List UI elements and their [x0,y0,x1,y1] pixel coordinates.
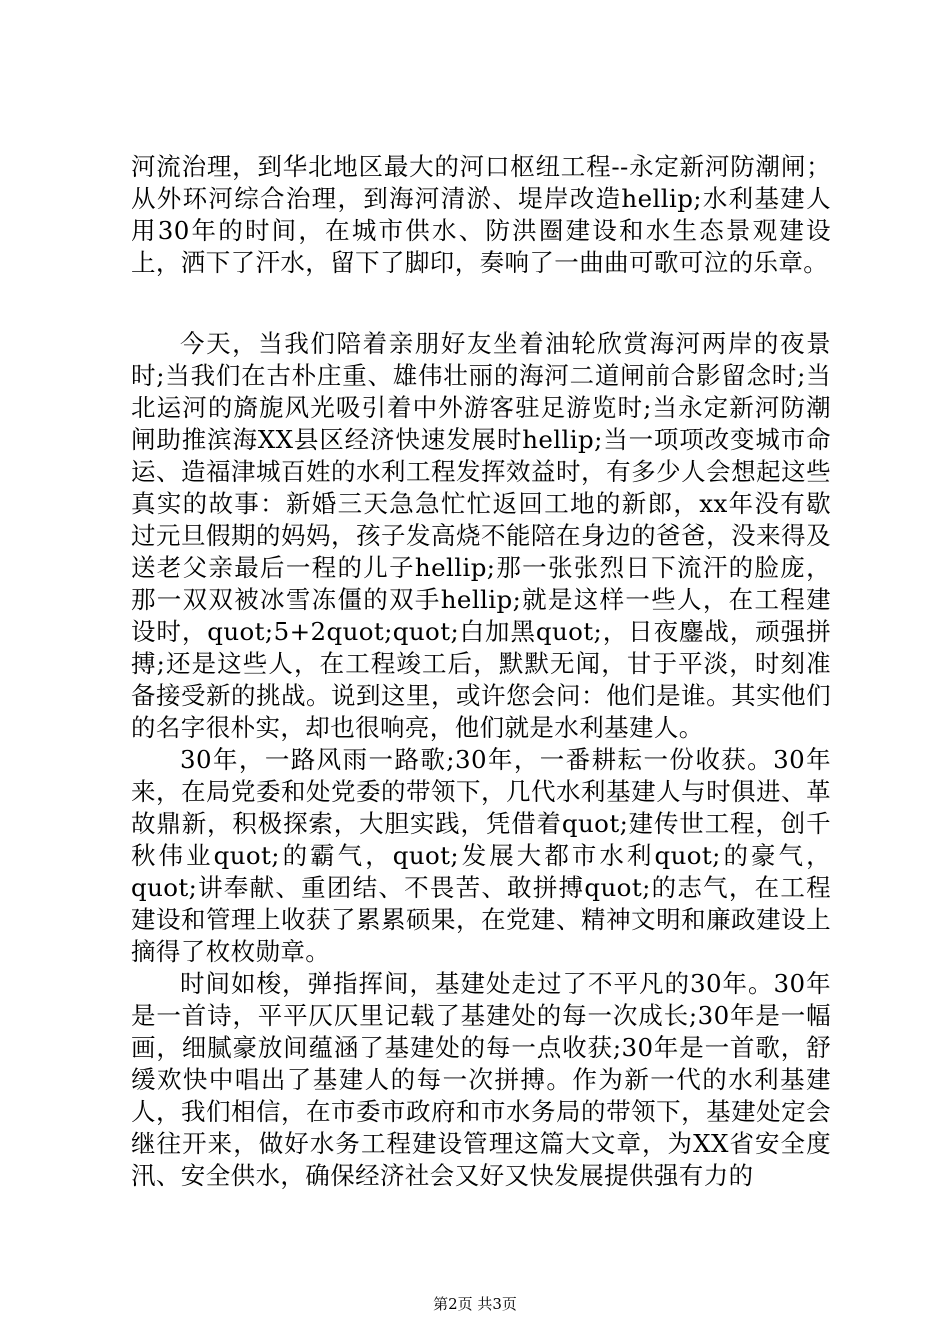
body-text-main [131,328,831,1192]
page-number: 第2页 共3页 [433,1295,517,1313]
paragraph-time-flies: 时间如梭，弹指挥间，基建处走过了不平凡的30年。30年是一首诗，平平仄仄里记载了基建处的每一次成长;30年是一幅画，细腻豪放间蕴涵了基建处的每一点收获;30年是一首歌，舒缓欢快中唱出了基建人的每一次拼搏。作为新一代的水利基建人，我们相信，在市委市政府和市水务局的带领下，基建处定会继往开来，做好水务工程建设管理这篇大文章，为XX省安全度汛、安全供水，确保经济社会又好又快发展提供强有力的 [131,969,831,1190]
paragraph-continued: 河流治理，到华北地区最大的河口枢纽工程--永定新河防潮闸；从外环河综合治理，到海河清淤、堤岸改造hellip;水利基建人用30年的时间，在城市供水、防洪圈建设和水生态景观建设上，洒下了汗水，留下了脚印，奏响了一曲曲可歌可泣的乐章。 [131,152,831,277]
paragraph-today: 今天，当我们陪着亲朋好友坐着油轮欣赏海河两岸的夜景时;当我们在古朴庄重、雄伟壮丽的海河二道闸前合影留念时;当北运河的旖旎风光吸引着中外游客驻足游览时;当永定新河防潮闸助推滨海XX县区经济快速发展时hellip;当一项项改变城市命运、造福津城百姓的水利工程发挥效益时，有多少人会想起这些真实的故事：新婚三天急急忙忙返回工地的新郎，xx年没有歇过元旦假期的妈妈，孩子发高烧不能陪在身边的爸爸，没来得及送老父亲最后一程的儿子hellip;那一张张烈日下流汗的脸庞，那一双双被冰雪冻僵的双手hellip;就是这样一些人，在工程建设时，quot;5+2quot;quot;白加黑quot;，日夜鏖战，顽强拼搏;还是这些人，在工程竣工后，默默无闻，甘于平淡，时刻准备接受新的挑战。说到这里，或许您会问：他们是谁。其实他们的名字很朴实，却也很响亮，他们就是水利基建人。 [131,329,831,742]
paragraph-thirty-years: 30年，一路风雨一路歌;30年，一番耕耘一份收获。30年来，在局党委和处党委的带领下，几代水利基建人与时俱进、革故鼎新，积极探索，大胆实践，凭借着quot;建传世工程，创千秋伟业quot;的霸气，quot;发展大都市水利quot;的豪气，quot;讲奉献、重团结、不畏苦、敢拼搏quot;的志气，在工程建设和管理上收获了累累硕果，在党建、精神文明和廉政建设上摘得了枚枚勋章。 [131,745,831,966]
body-text-top [131,151,831,279]
